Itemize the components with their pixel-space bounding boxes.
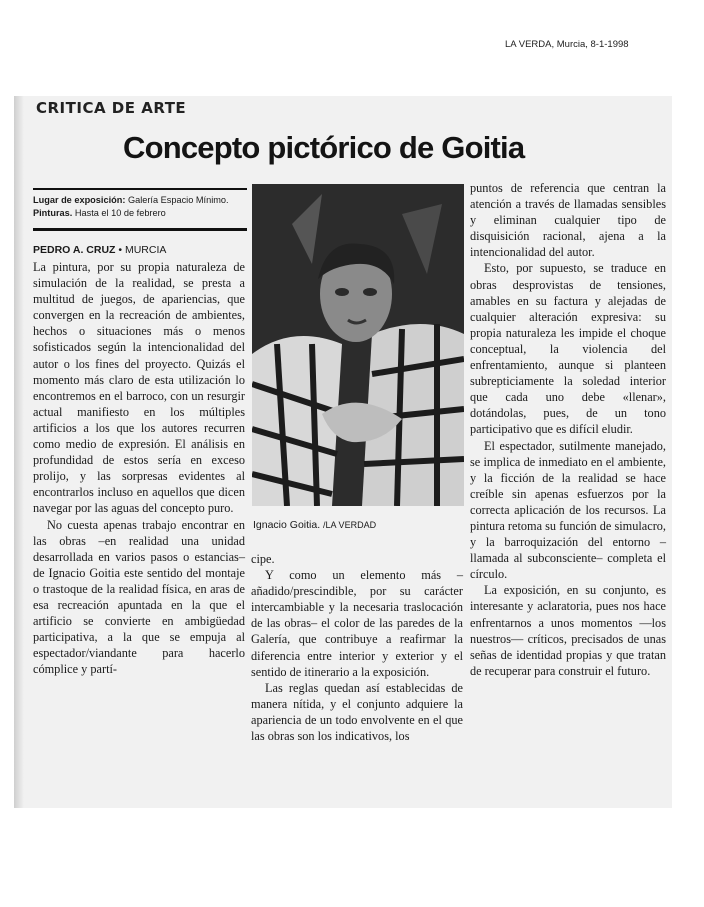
lugar-label: Lugar de exposición: bbox=[33, 195, 126, 205]
caption-source: /LA VERDAD bbox=[323, 520, 377, 530]
photo-caption bbox=[253, 519, 376, 531]
portrait-photo bbox=[252, 184, 464, 506]
byline-separator: • bbox=[115, 244, 125, 256]
source-line: LA VERDA, Murcia, 8-1-1998 bbox=[505, 39, 629, 50]
exhibition-info bbox=[33, 194, 247, 220]
byline-city: MURCIA bbox=[124, 244, 167, 256]
caption-name: Ignacio Goitia. bbox=[253, 519, 324, 531]
paragraph: Las reglas quedan así establecidas de manera nítida, y el conjunto adquiere la apariencia de un todo envolvente en el que las obras son los indicativos, los bbox=[251, 680, 463, 744]
lugar-value: Galería Espacio Mínimo. bbox=[125, 195, 229, 205]
paragraph: puntos de referencia que centran la atención a través de llamadas sensibles y eliminan cualquier tipo de disquisición racional, ajena a la intencionalidad del autor. bbox=[470, 181, 666, 260]
paragraph: No cuesta apenas trabajo encontrar en las obras –en realidad una unidad desarrollada en varios pasos o estancias– de Ignacio Goitia este sentido del montaje o trastoque de la realidad física, en aras de esa recreación apuntada en la que el artificio se convierte en ambigüedad participativa, a la que se empuja al espectador/viandante para hacerlo cómplice y partí- bbox=[33, 517, 245, 677]
headline: Concepto pictórico de Goitia bbox=[123, 130, 525, 165]
paragraph: La pintura, por su propia naturaleza de simulación de la realidad, se presta a multitud de juegos, de apariencias, que convergen en la recreación de ambientes, hechos o situaciones más o menos sofisticados según la intencionalidad del autor o los fines del proyecto. Quizás el momento más claro de esta utilización lo encontremos en el barroco, con un resurgir actual manifiesto en los múltiples artificios a los que los autores recurren como medio de expresión. El análisis en profundidad de estos sería en exceso prolijo, y las sorpresas evidentes al encontrarlos incluso en aquellos que dicen navegar por las aguas del concepto puro. bbox=[33, 260, 245, 516]
pinturas-value: Hasta el 10 de febrero bbox=[72, 208, 166, 218]
portrait-image bbox=[252, 184, 464, 506]
paragraph: El espectador, sutilmente manejado, se implica de inmediato en el ambiente, y la ficción de la realidad se hace creíble sin apenas esfuerzos por la correcta aplicación de los recursos. La pintura retoma su función de simulacro, y la barroquización del entorno –llamada al subconsciente– completa el círculo. bbox=[470, 438, 667, 582]
paragraph: cipe. bbox=[251, 552, 275, 566]
pinturas-label: Pinturas. bbox=[33, 208, 73, 218]
byline-author: PEDRO A. CRUZ bbox=[33, 244, 116, 256]
newspaper-clipping bbox=[14, 96, 672, 808]
info-top-rule bbox=[33, 188, 247, 190]
article-column-1 bbox=[33, 259, 245, 677]
paragraph: La exposición, en su conjunto, es interesante y aclaratoria, pues nos hace enfrentarnos a unos momentos —los nuestros— críticos, precisados de unas señas de identidad propias y que tratan de recuperar para construir el futuro. bbox=[470, 583, 666, 678]
article-column-3 bbox=[470, 180, 666, 679]
paragraph: Y como un elemento más –añadido/prescindible, por su carácter intercambiable y la necesaria traslocación de las obras– el color de las paredes de la Galería, que contribuye a reafirmar la diferencia entre interior y exterior y el sentido de itinerario a la exposición. bbox=[251, 568, 463, 679]
info-bottom-rule bbox=[33, 228, 247, 231]
article-column-2 bbox=[251, 551, 463, 744]
section-header: CRITICA DE ARTE bbox=[36, 99, 187, 117]
paragraph: Esto, por supuesto, se traduce en obras desprovistas de tensiones, amables en su factura y alejadas de cualquier alteración expresiva: su propia naturaleza les impide el choque conceptual, la violencia del enfrentamiento, aunque si planteen subrepticiamente la soledad interior que cada uno debe «llenar», dotándolas, pues, de un tono participativo que es difícil eludir. bbox=[470, 261, 666, 437]
byline bbox=[33, 244, 166, 256]
